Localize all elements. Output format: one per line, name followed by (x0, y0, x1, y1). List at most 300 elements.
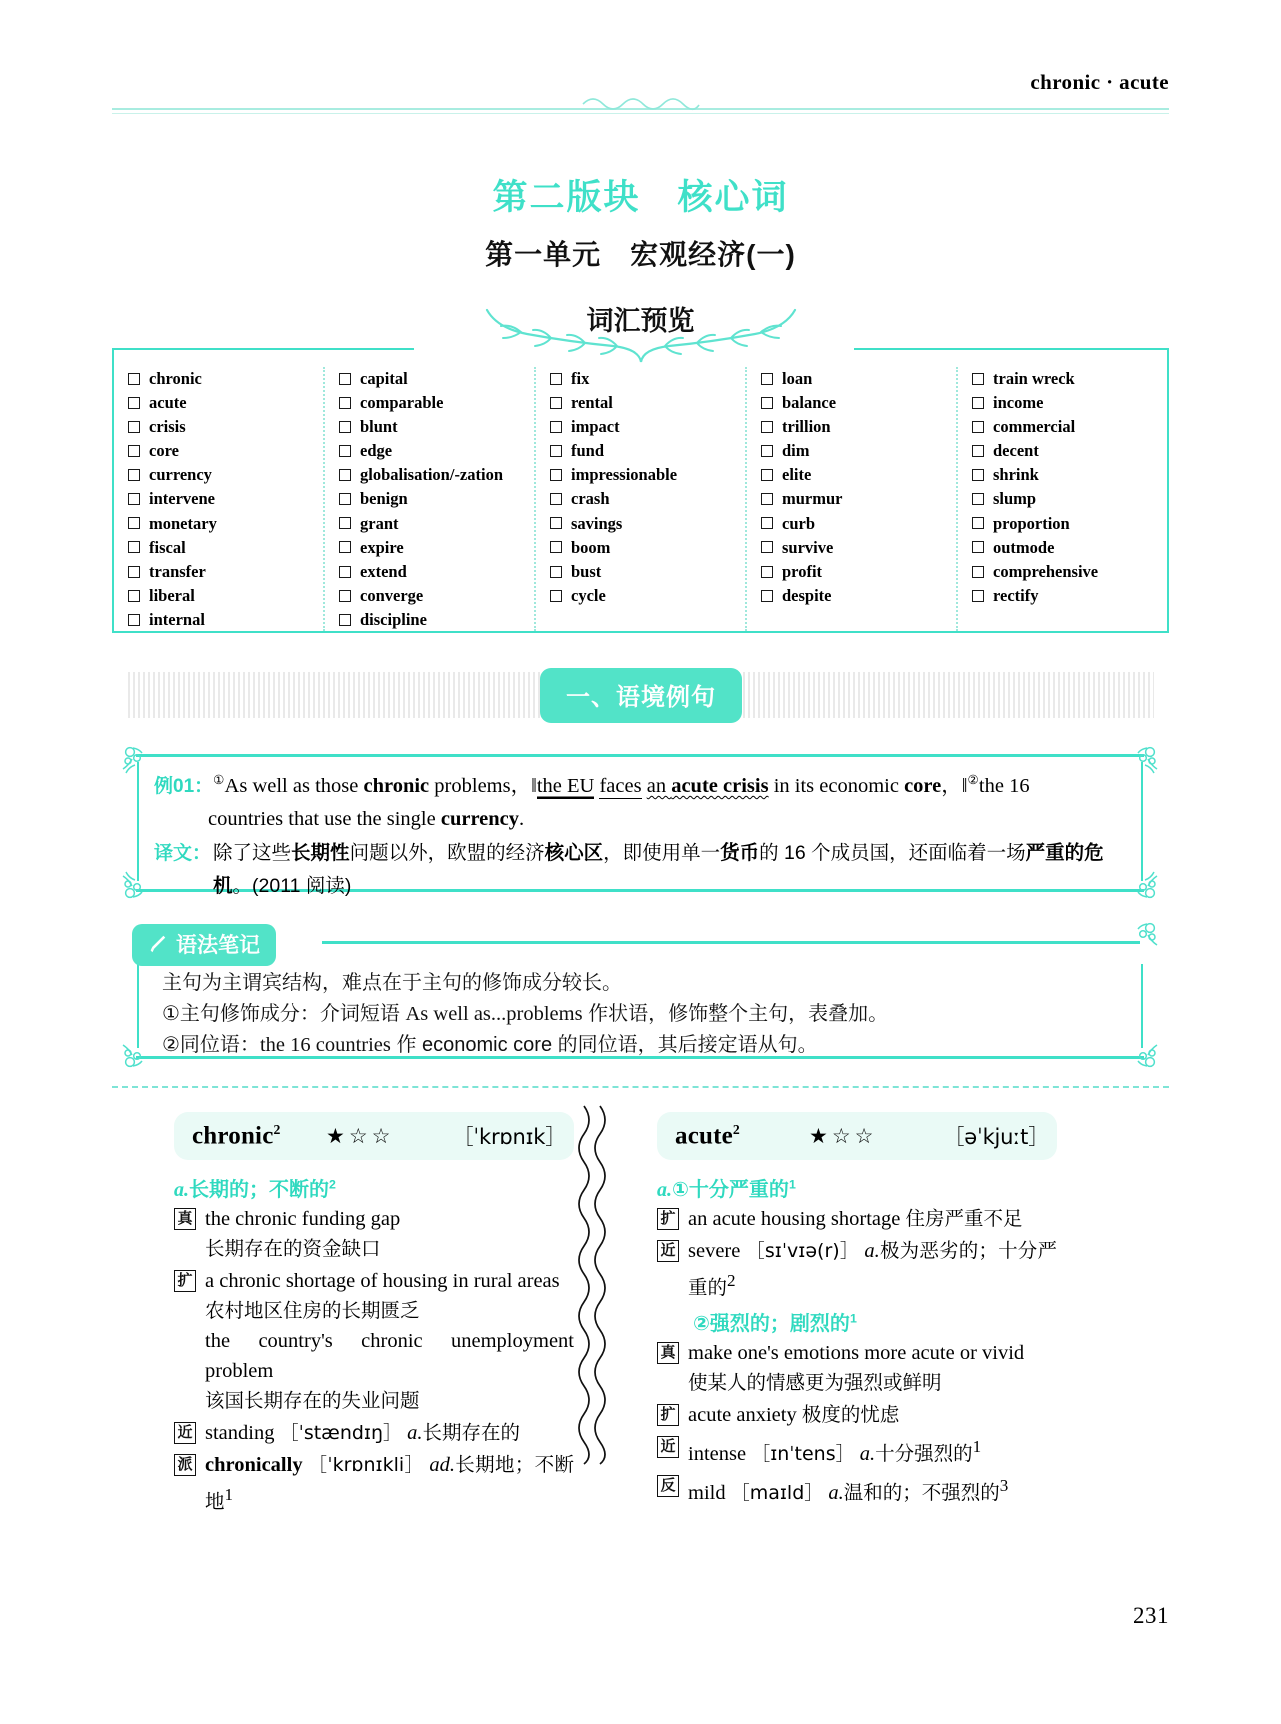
translation-t6: 货币 (720, 841, 760, 864)
checkbox-icon[interactable] (761, 445, 773, 457)
pen-icon (146, 933, 168, 955)
grammar-note-text: 作状语，修饰整个主句，表叠加。 (582, 1003, 889, 1025)
synonym-definition: 温和的；不强烈的 (843, 1481, 1000, 1504)
word-preview-item[interactable] (761, 536, 956, 560)
entry-sense-gloss (174, 1173, 574, 1202)
word-preview-item[interactable] (128, 439, 323, 463)
sense-part-of-speech: a. (174, 1179, 189, 1201)
word-preview-item[interactable] (761, 367, 956, 391)
translation-t4: 核心区 (544, 841, 604, 864)
example-underline-the-eu: the EU (536, 774, 595, 797)
checkbox-icon[interactable] (339, 493, 351, 505)
word-preview-item[interactable] (550, 560, 745, 584)
entry-star-rating: ★☆☆ (326, 1123, 395, 1148)
synonym-definition: 十分强烈的 (875, 1442, 973, 1465)
example-chinese: 农村地区住房的长期匮乏 (205, 1300, 420, 1322)
word-preview-item[interactable] (972, 536, 1167, 560)
word-preview-item[interactable] (761, 439, 956, 463)
word-preview-item[interactable] (550, 463, 745, 487)
checkbox-icon[interactable] (128, 373, 140, 385)
word-preview-item[interactable] (128, 560, 323, 584)
translation-t7: 的 16 个成员国，还面临着一场 (759, 841, 1026, 864)
entry-example-row (174, 1450, 574, 1517)
word-preview-label: commercial (993, 417, 1076, 437)
checkbox-icon[interactable] (339, 373, 351, 385)
word-preview-label: crisis (149, 417, 186, 437)
word-preview-item[interactable] (339, 536, 534, 560)
example-english: an acute housing shortage (688, 1208, 906, 1230)
example-line2-b: . (519, 807, 525, 830)
checkbox-icon[interactable] (339, 614, 351, 626)
sense-gloss-text: ②强烈的；剧烈的 (693, 1312, 850, 1335)
grammar-note-text: ②同位语： (162, 1034, 260, 1056)
word-preview-column (956, 367, 1167, 631)
word-preview-item[interactable] (128, 536, 323, 560)
checkbox-icon[interactable] (550, 590, 562, 602)
word-preview-item[interactable] (128, 512, 323, 536)
translation-label: 译文： (154, 842, 212, 864)
example-seg-e: in its economic (768, 774, 905, 797)
example-sentence-line-1 (154, 764, 1122, 803)
entry-example-text (688, 1400, 1057, 1430)
example-marker-2: ② (967, 773, 979, 787)
grammar-note-label: 语法笔记 (176, 934, 260, 957)
word-preview-label: savings (571, 513, 623, 533)
entry-example-row (657, 1338, 1057, 1368)
word-preview-item[interactable] (761, 584, 956, 608)
word-preview-label: train wreck (993, 369, 1075, 388)
entry-tag-badge: 反 (657, 1475, 679, 1497)
entry-tag-badge: 近 (657, 1240, 679, 1262)
word-preview-item[interactable] (128, 487, 323, 511)
section-title: 第二版块 核心词 (492, 178, 789, 217)
example-seg-b: problems， (429, 774, 532, 797)
checkbox-icon[interactable] (761, 493, 773, 505)
entry-tag-badge: 真 (657, 1342, 679, 1364)
word-preview-label: cycle (571, 585, 606, 605)
checkbox-icon[interactable] (761, 541, 773, 553)
banner-label: 一、语境例句 (540, 668, 742, 723)
entry-tag-badge: 真 (174, 1208, 196, 1230)
word-preview-label: grant (360, 513, 399, 533)
example-marker-1: ① (213, 773, 225, 787)
checkbox-icon[interactable] (550, 397, 562, 409)
word-preview-item[interactable] (761, 560, 956, 584)
checkbox-icon[interactable] (128, 469, 140, 481)
entry-example-text (205, 1450, 574, 1517)
entry-phonetic: ［ˈkrɒnɪk］ (452, 1125, 566, 1149)
checkbox-icon[interactable] (128, 614, 140, 626)
example-chinese: 长期存在的资金缺口 (205, 1238, 381, 1260)
entry-example-row (174, 1266, 574, 1296)
word-preview-item[interactable] (128, 391, 323, 415)
word-preview-item[interactable] (550, 512, 745, 536)
word-preview-item[interactable] (550, 391, 745, 415)
word-preview-item[interactable] (761, 463, 956, 487)
translation-t1: 除了这些 (213, 841, 292, 864)
word-preview-label: fund (571, 441, 605, 461)
entry-example-text (688, 1338, 1057, 1368)
context-sentence-banner (128, 668, 1154, 722)
entry-example-row (657, 1400, 1057, 1430)
synonym-part-of-speech: ad. (429, 1454, 455, 1476)
checkbox-icon[interactable] (550, 541, 562, 553)
section-divider (112, 1086, 1169, 1088)
word-preview-label: curb (782, 513, 815, 533)
word-preview-item[interactable] (339, 487, 534, 511)
word-preview-item[interactable] (339, 560, 534, 584)
word-preview-item[interactable] (972, 439, 1167, 463)
entry-example-text (688, 1204, 1057, 1234)
example-bold-core: core (904, 774, 942, 797)
word-preview-label: boom (571, 537, 611, 557)
grammar-note-text: ①主句修饰成分：介词短语 (162, 1003, 406, 1025)
word-preview-label: capital (360, 369, 408, 388)
checkbox-icon[interactable] (550, 469, 562, 481)
word-preview-item[interactable] (128, 463, 323, 487)
word-preview-item[interactable] (339, 415, 534, 439)
word-preview-item[interactable] (761, 415, 956, 439)
checkbox-icon[interactable] (339, 541, 351, 553)
word-preview-label: chronic (149, 369, 202, 388)
corner-flourish-icon (120, 743, 154, 777)
checkbox-icon[interactable] (972, 397, 984, 409)
word-preview-label: bust (571, 561, 602, 581)
word-preview-item[interactable] (128, 608, 323, 632)
word-preview-label: intervene (149, 489, 215, 509)
sense-gloss-superscript: 2 (329, 1177, 336, 1192)
entry-tag-badge: 扩 (657, 1208, 679, 1230)
word-preview-item[interactable] (339, 512, 534, 536)
corner-flourish-icon (1126, 919, 1160, 953)
entry-star-rating: ★☆☆ (809, 1123, 878, 1148)
word-preview-label: survive (782, 537, 834, 557)
word-preview-label: fix (571, 369, 590, 388)
word-preview-label: edge (360, 441, 393, 461)
checkbox-icon[interactable] (972, 373, 984, 385)
word-preview-label: transfer (149, 561, 206, 581)
checkbox-icon[interactable] (972, 469, 984, 481)
checkbox-icon[interactable] (339, 445, 351, 457)
example-chinese: 使某人的情感更为强烈或鲜明 (688, 1371, 942, 1394)
translation-t8: 严重的危机 (213, 841, 1104, 897)
checkbox-icon[interactable] (128, 566, 140, 578)
word-preview-item[interactable] (128, 367, 323, 391)
example-number: 例01 (154, 775, 195, 797)
checkbox-icon[interactable] (550, 566, 562, 578)
word-preview-label: expire (360, 537, 404, 557)
example-english: a chronic shortage of housing in rural areas (205, 1270, 560, 1292)
word-preview-label: despite (782, 585, 832, 605)
word-preview-item[interactable] (761, 391, 956, 415)
word-preview-item[interactable] (972, 584, 1167, 608)
dictionary-entries (112, 1112, 1169, 1572)
translation-body (213, 837, 1122, 903)
word-preview-column (745, 367, 956, 631)
entry-headword-superscript: 2 (732, 1121, 740, 1137)
grammar-note-line (162, 1030, 1118, 1061)
entry-header (657, 1112, 1057, 1160)
checkbox-icon[interactable] (128, 397, 140, 409)
synonym-word: severe (688, 1240, 741, 1262)
checkbox-icon[interactable] (550, 373, 562, 385)
sense-part-of-speech: a. (657, 1179, 672, 1201)
word-preview-item[interactable] (761, 512, 956, 536)
word-preview-label: profit (782, 561, 823, 581)
checkbox-icon[interactable] (761, 469, 773, 481)
checkbox-icon[interactable] (972, 590, 984, 602)
checkbox-icon[interactable] (339, 397, 351, 409)
entry-sense-gloss (657, 1173, 1057, 1202)
word-preview-label: dim (782, 441, 810, 461)
entry-acute (657, 1112, 1057, 1507)
checkbox-icon[interactable] (339, 590, 351, 602)
word-preview-item[interactable] (339, 439, 534, 463)
sense-gloss-superscript: 1 (788, 1177, 796, 1192)
corner-flourish-icon (1126, 743, 1160, 777)
example-seg-f: ， (941, 774, 962, 797)
word-preview-label: decent (993, 441, 1039, 461)
word-preview-columns (114, 350, 1167, 631)
word-preview-item[interactable] (972, 367, 1167, 391)
checkbox-icon[interactable] (761, 517, 773, 529)
word-preview-label: converge (360, 585, 424, 605)
word-preview-label: rectify (993, 585, 1039, 605)
word-preview-label: shrink (993, 465, 1039, 485)
word-preview-item[interactable] (972, 512, 1167, 536)
word-preview-item[interactable] (550, 439, 745, 463)
entry-tag-badge: 扩 (657, 1404, 679, 1426)
sense-gloss-text: 长期的；不断的 (189, 1179, 329, 1201)
synonym-phonetic: ［ˈstændɪŋ］ (279, 1422, 403, 1444)
checkbox-icon[interactable] (128, 493, 140, 505)
entry-headword-superscript: 2 (273, 1121, 281, 1137)
example-wavy-acute-crisis: acute crisis (671, 774, 769, 797)
word-preview-item[interactable] (339, 367, 534, 391)
synonym-definition: 长期存在的 (422, 1422, 521, 1444)
synonym-superscript: 1 (224, 1485, 234, 1504)
synonym-definition: 长期地；不断地 (205, 1454, 574, 1513)
word-preview-column (534, 367, 745, 631)
synonym-word: mild (688, 1481, 726, 1504)
word-preview-label: core (149, 441, 179, 461)
entry-headword-text: acute (675, 1122, 733, 1150)
entry-example-row (657, 1432, 1057, 1469)
entry-example-text (688, 1236, 1057, 1303)
grammar-note-box (114, 924, 1166, 1064)
word-preview-label: extend (360, 561, 407, 581)
example-underline-faces: faces (599, 774, 642, 797)
word-preview-item[interactable] (550, 367, 745, 391)
entry-phonetic: ［əˈkjuːt］ (943, 1125, 1049, 1149)
translation-t9: 。(2011 阅读) (232, 874, 352, 897)
word-preview-label: fiscal (149, 537, 186, 557)
synonym-part-of-speech: a. (864, 1240, 880, 1262)
checkbox-icon[interactable] (972, 493, 984, 505)
checkbox-icon[interactable] (550, 493, 562, 505)
synonym-phonetic: ［maɪld］ (730, 1481, 824, 1504)
entry-tag-badge: 近 (657, 1436, 679, 1458)
word-preview-item[interactable] (972, 560, 1167, 584)
synonym-phonetic: ［sɪˈvɪə(r)］ (745, 1240, 860, 1262)
grammar-note-content (162, 968, 1118, 1061)
example-chinese-inline: 住房严重不足 (905, 1208, 1023, 1230)
word-preview-label: internal (149, 609, 205, 629)
unit-title: 第一单元 宏观经济(一) (485, 239, 796, 270)
word-preview-label: impact (571, 417, 620, 437)
corner-flourish-icon (120, 868, 154, 902)
translation-t3: 问题以外，欧盟的经济 (349, 841, 545, 864)
word-preview-item[interactable] (339, 463, 534, 487)
example-wavy-an: an (646, 774, 672, 797)
example-sentence-box (114, 748, 1166, 895)
checkbox-icon[interactable] (339, 421, 351, 433)
translation-t5: ，即使用单一 (603, 841, 721, 864)
synonym-definition: 极为恶劣的；十分严重的 (688, 1240, 1057, 1299)
word-preview-item[interactable] (550, 584, 745, 608)
checkbox-icon[interactable] (339, 517, 351, 529)
entry-example-row (174, 1418, 574, 1448)
word-preview-label: impressionable (571, 465, 678, 485)
entry-example-text (205, 1204, 574, 1234)
checkbox-icon[interactable] (550, 421, 562, 433)
checkbox-icon[interactable] (128, 517, 140, 529)
example-colon: ： (194, 775, 214, 797)
word-preview-label: balance (782, 393, 837, 413)
word-preview-label: comparable (360, 393, 444, 413)
word-preview-item[interactable] (550, 415, 745, 439)
entry-tag-badge: 近 (174, 1422, 196, 1444)
checkbox-icon[interactable] (761, 373, 773, 385)
checkbox-icon[interactable] (339, 566, 351, 578)
synonym-part-of-speech: a. (828, 1481, 844, 1504)
example-sentence-line-2 (154, 803, 1122, 836)
entry-headword-text: chronic (192, 1122, 274, 1150)
example-english: acute anxiety (688, 1403, 802, 1426)
example-english: make one's emotions more acute or vivid (688, 1341, 1025, 1364)
entry-sense-gloss (693, 1307, 1057, 1336)
word-preview-label: discipline (360, 609, 427, 629)
checkbox-icon[interactable] (761, 566, 773, 578)
word-preview-label: comprehensive (993, 561, 1099, 581)
synonym-word: intense (688, 1442, 747, 1465)
word-preview-column (323, 367, 534, 631)
checkbox-icon[interactable] (761, 590, 773, 602)
word-preview-item[interactable] (128, 584, 323, 608)
grammar-note-line (162, 968, 1118, 999)
checkbox-icon[interactable] (761, 421, 773, 433)
translation-t2: 长期性 (291, 841, 350, 864)
entry-example-row (174, 1204, 574, 1234)
corner-flourish-icon (1126, 868, 1160, 902)
word-preview-item[interactable] (972, 415, 1167, 439)
synonym-superscript: 1 (972, 1436, 982, 1456)
word-preview-item[interactable] (550, 536, 745, 560)
word-preview-item[interactable] (339, 391, 534, 415)
word-preview-label: crash (571, 489, 610, 509)
grammar-note-line (162, 999, 1118, 1030)
word-preview-label: currency (149, 465, 212, 485)
example-line2-a: countries that use the single (208, 807, 441, 830)
word-preview-box (112, 348, 1169, 633)
page-number: 231 (1133, 1603, 1169, 1628)
example-bar-1: ‖ (531, 774, 537, 797)
header-squiggle-ornament-icon (581, 96, 701, 118)
word-preview-label: proportion (993, 513, 1070, 533)
checkbox-icon[interactable] (972, 445, 984, 457)
synonym-phonetic: ［ˈkrɒnɪkli］ (308, 1454, 424, 1476)
entry-headword (192, 1122, 281, 1150)
checkbox-icon[interactable] (128, 590, 140, 602)
entry-example-text (205, 1418, 574, 1448)
word-preview-label: blunt (360, 417, 398, 437)
word-preview-item[interactable] (339, 608, 534, 632)
word-preview-item[interactable] (128, 415, 323, 439)
entry-example-row (657, 1236, 1057, 1303)
checkbox-icon[interactable] (972, 541, 984, 553)
word-preview-label: trillion (782, 417, 831, 437)
word-preview-item[interactable] (972, 391, 1167, 415)
entry-headword (675, 1122, 740, 1150)
example-seg-g: the 16 (978, 774, 1030, 797)
corner-flourish-icon (1126, 1037, 1160, 1071)
synonym-superscript: 3 (999, 1475, 1009, 1495)
word-preview-item[interactable] (339, 584, 534, 608)
preview-title: 词汇预览 (586, 306, 695, 336)
word-preview-label: elite (782, 465, 812, 485)
synonym-word: chronically (205, 1454, 303, 1476)
word-preview-label: loan (782, 369, 813, 388)
entry-example-row (657, 1204, 1057, 1234)
word-preview-item[interactable] (972, 487, 1167, 511)
translation-row (154, 837, 1122, 903)
entry-tag-badge: 派 (174, 1454, 196, 1476)
entry-example-text (205, 1266, 574, 1296)
word-preview-label: slump (993, 489, 1037, 509)
checkbox-icon[interactable] (972, 566, 984, 578)
word-preview-item[interactable] (972, 463, 1167, 487)
checkbox-icon[interactable] (972, 517, 984, 529)
checkbox-icon[interactable] (972, 421, 984, 433)
example-english-extra: the country's chronic unemployment problem (205, 1330, 574, 1382)
synonym-word: standing (205, 1422, 275, 1444)
word-preview-label: outmode (993, 537, 1055, 557)
checkbox-icon[interactable] (761, 397, 773, 409)
word-preview-label: globalisation/-zation (360, 465, 504, 485)
entry-header (174, 1112, 574, 1160)
example-english: the chronic funding gap (205, 1208, 401, 1230)
word-preview-label: rental (571, 393, 613, 413)
checkbox-icon[interactable] (128, 541, 140, 553)
checkbox-icon[interactable] (128, 445, 140, 457)
grammar-note-text: 作 economic core 的同位语，其后接定语从句。 (390, 1034, 818, 1056)
checkbox-icon[interactable] (339, 469, 351, 481)
checkbox-icon[interactable] (128, 421, 140, 433)
corner-flourish-icon (120, 1037, 154, 1071)
synonym-phonetic: ［ɪnˈtens］ (751, 1442, 855, 1465)
word-preview-label: monetary (149, 513, 217, 533)
word-preview-item[interactable] (761, 487, 956, 511)
grammar-note-latin: the 16 countries (259, 1034, 391, 1056)
grammar-note-tab (132, 924, 276, 966)
word-preview-label: liberal (149, 585, 195, 605)
checkbox-icon[interactable] (550, 445, 562, 457)
word-preview-label: benign (360, 489, 408, 509)
checkbox-icon[interactable] (550, 517, 562, 529)
grammar-note-latin: As well as...problems (405, 1003, 583, 1025)
word-preview-item[interactable] (550, 487, 745, 511)
synonym-superscript: 2 (727, 1271, 736, 1290)
